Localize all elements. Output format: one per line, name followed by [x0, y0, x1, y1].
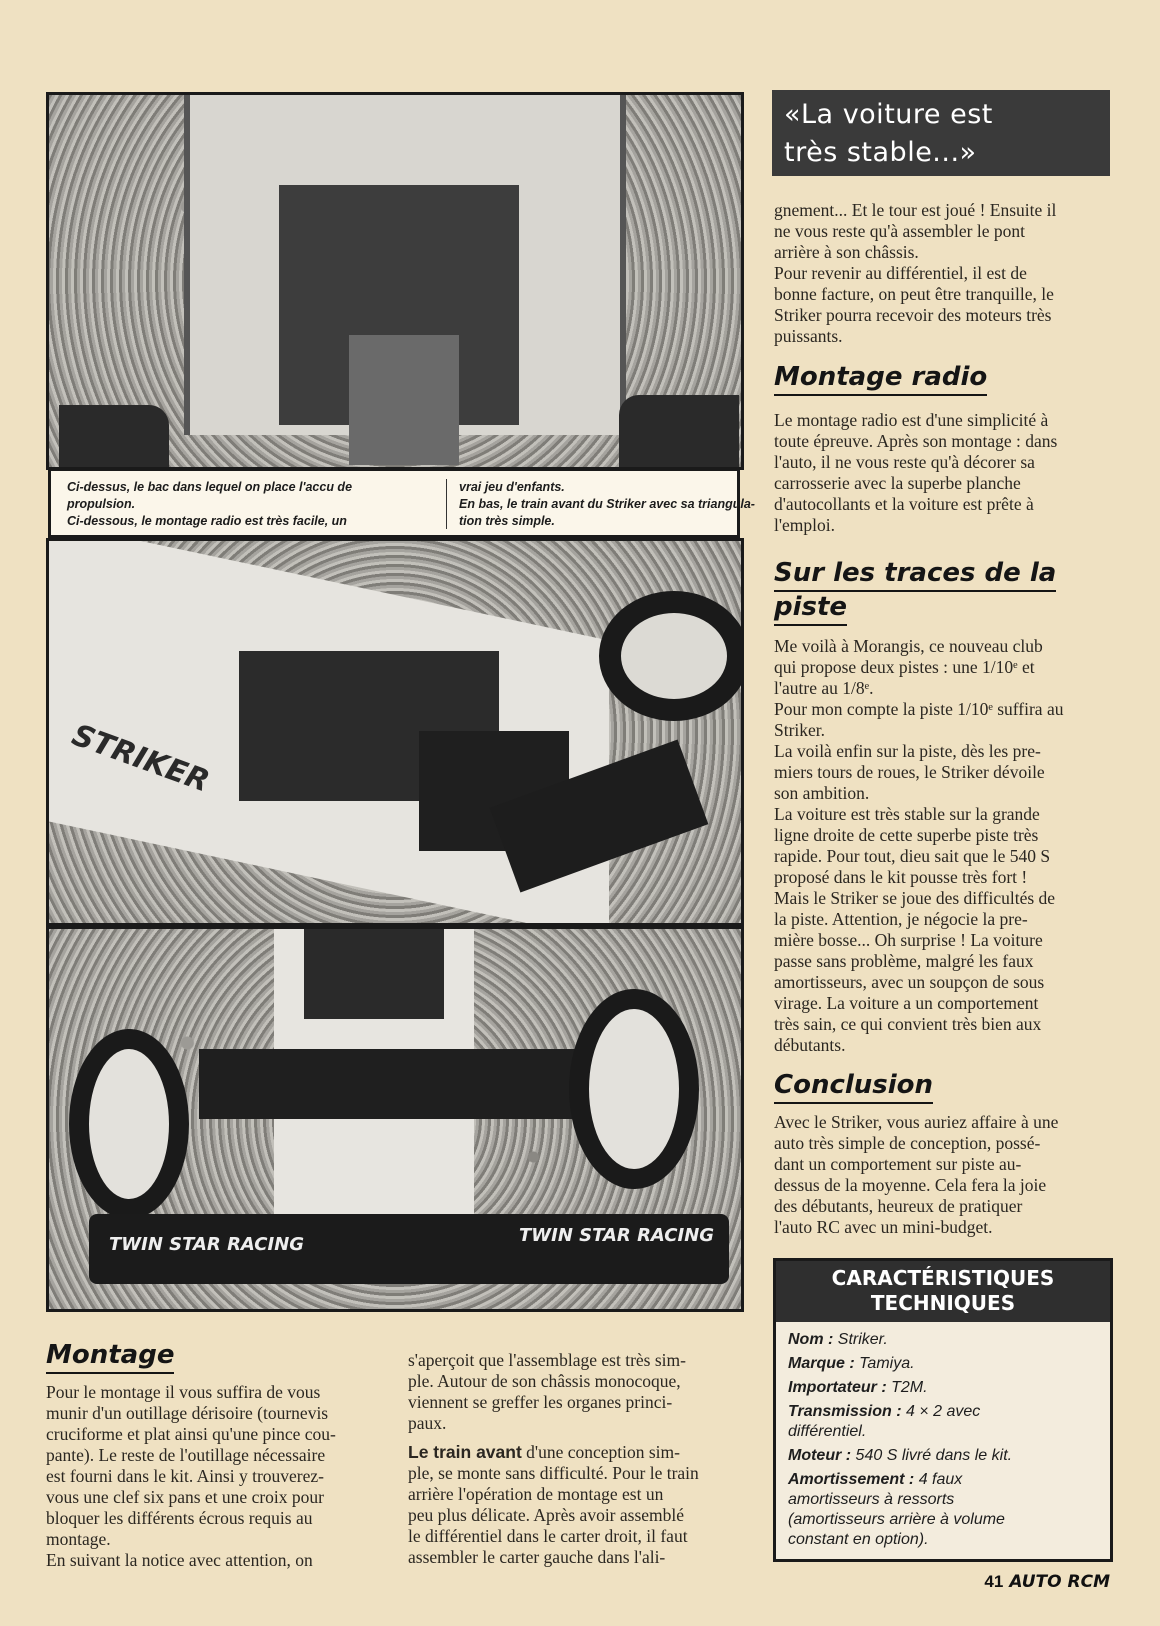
caption-line: tion très simple.	[459, 514, 555, 528]
text-line: d'autocollants et la voiture est prête à	[774, 494, 1034, 514]
text-line: La voiture est très stable sur la grande	[774, 804, 1040, 824]
heading-montage: Montage	[46, 1340, 174, 1374]
text-line: carrosserie avec la superbe planche	[774, 473, 1021, 493]
text-line: l'auto, il ne vous reste qu'à décorer sa	[774, 452, 1035, 472]
heading-montage-radio: Montage radio	[774, 362, 987, 396]
pull-quote-text: «La voiture est très stable...»	[784, 99, 993, 168]
montage-col-2	[408, 1350, 744, 1568]
text-line: ligne droite de cette superbe piste très	[774, 825, 1039, 845]
text-line: viennent se greffer les organes princi-	[408, 1392, 673, 1412]
text-line: très sain, ce qui convient très bien aux	[774, 1014, 1042, 1034]
text-line: toute épreuve. Après son montage : dans	[774, 431, 1058, 451]
text-line: gnement... Et le tour est joué ! Ensuite il	[774, 200, 1057, 220]
text-line: Striker.	[774, 720, 826, 740]
text-line: puissants.	[774, 326, 843, 346]
text-line: des débutants, heureux de pratiquer	[774, 1196, 1023, 1216]
spec-importateur: Importateur : T2M.	[788, 1379, 928, 1396]
text-line: Mais le Striker se joue des difficultés de	[774, 888, 1056, 908]
text-line: dant un comportement sur piste au-	[774, 1154, 1022, 1174]
photo-caption	[48, 468, 755, 538]
caption-line: Ci-dessous, le montage radio est très facile, un	[67, 514, 347, 528]
text-line: miers tours de roues, le Striker dévoile	[774, 762, 1045, 782]
text-line: le différentiel dans le carter droit, il faut	[408, 1526, 688, 1546]
text-line: dessus de la moyenne. Cela fera la joie	[774, 1175, 1047, 1195]
text-line: assembler le carter gauche dans l'ali-	[408, 1547, 666, 1567]
specs-box	[773, 1258, 1113, 1562]
text-line: Le train avant d'une conception sim-	[408, 1442, 680, 1462]
text-line: est fourni dans le kit. Ainsi y trouverez-	[46, 1466, 324, 1486]
text-line: Pour le montage il vous suffira de vous	[46, 1382, 321, 1402]
text-line: arrière à son châssis.	[774, 242, 919, 262]
text-line: La voilà enfin sur la piste, dès les pre-	[774, 741, 1041, 761]
text-line: Le montage radio est d'une simplicité à	[774, 410, 1049, 430]
text-line: auto très simple de conception, possé-	[774, 1133, 1041, 1153]
text-line: peu plus délicate. Après avoir assemblé	[408, 1505, 685, 1525]
text-line: l'auto RC avec un mini-budget.	[774, 1217, 993, 1237]
text-line: montage.	[46, 1529, 111, 1549]
text-line: la piste. Attention, je négocie la pre-	[774, 909, 1028, 929]
caption-line: En bas, le train avant du Striker avec sa triangula-	[459, 497, 755, 511]
text-line: bonne facture, on peut être tranquille, le	[774, 284, 1054, 304]
specs-title: TECHNIQUES	[870, 1291, 1016, 1315]
text-line: ne vous reste qu'à assembler le pont	[774, 221, 1025, 241]
text-line: cruciforme et plat ainsi qu'une pince cou-	[46, 1424, 336, 1444]
text-line: proposé dans le kit pousse très fort !	[774, 867, 1028, 887]
text-line: Avec le Striker, vous auriez affaire à une	[774, 1112, 1059, 1132]
text-line: l'autre au 1/8ᵉ.	[774, 678, 874, 698]
caption-line: propulsion.	[67, 497, 136, 511]
text-line: En suivant la notice avec attention, on	[46, 1550, 313, 1570]
text-line: son ambition.	[774, 783, 870, 803]
text-line: virage. La voiture a un comportement	[774, 993, 1039, 1013]
text-line: vous une clef six pans et une croix pour	[46, 1487, 324, 1507]
text-line: bloquer les différents écrous requis au	[46, 1508, 313, 1528]
train-avant-bold: Le train avant	[408, 1442, 522, 1462]
heading-conclusion: Conclusion	[774, 1070, 933, 1104]
piste-paragraph	[774, 636, 1110, 1056]
specs-title: CARACTÉRISTIQUES	[831, 1266, 1055, 1290]
spec-marque: Marque : Tamiya.	[788, 1355, 915, 1372]
text-line: passe sans problème, malgré les faux	[774, 951, 1034, 971]
decal-twin-star-left: TWIN STAR RACING	[109, 1234, 305, 1255]
text-line: Striker pourra recevoir des moteurs très	[774, 305, 1052, 325]
page-footer	[984, 1572, 1110, 1592]
caption-line: Ci-dessus, le bac dans lequel on place l'accu de	[67, 480, 353, 494]
text-line: paux.	[408, 1413, 447, 1433]
specs-header	[776, 1261, 1110, 1322]
heading-piste-1: Sur les traces de la	[774, 558, 1056, 592]
radio-paragraph	[774, 410, 1110, 536]
text-line: pante). Le reste de l'outillage nécessaire	[46, 1445, 326, 1465]
pull-quote	[772, 90, 1110, 176]
text-line: arrière l'opération de montage est un	[408, 1484, 664, 1504]
heading-piste-2: piste	[774, 592, 847, 626]
caption-divider	[446, 479, 447, 529]
photo-battery-tray	[46, 92, 744, 470]
text-line: Pour revenir au différentiel, il est de	[774, 263, 1027, 283]
caption-line: vrai jeu d'enfants.	[459, 480, 565, 494]
photo-radio-mount	[46, 538, 744, 926]
text-line: Pour mon compte la piste 1/10ᵉ suffira au	[774, 699, 1064, 719]
decal-striker: STRIKER	[67, 717, 214, 800]
text-line: débutants.	[774, 1035, 846, 1055]
montage-col-1	[46, 1382, 382, 1571]
spec-nom: Nom : Striker.	[788, 1331, 888, 1348]
spec-amortissement: Amortissement : 4 faux amortisseurs à ressorts (amortisseurs arrière à volume constant en option).	[788, 1471, 1005, 1548]
right-intro	[774, 200, 1110, 347]
decal-twin-star-right: TWIN STAR RACING	[519, 1225, 715, 1246]
magazine-brand: AUTO RCM	[1009, 1572, 1110, 1592]
text-line: Me voilà à Morangis, ce nouveau club	[774, 636, 1043, 656]
text-line: ple. Autour de son châssis monocoque,	[408, 1371, 681, 1391]
page-number: 41	[984, 1572, 1004, 1591]
text-line: munir d'un outillage dérisoire (tournevis	[46, 1403, 329, 1423]
text-line: s'aperçoit que l'assemblage est très sim-	[408, 1350, 686, 1370]
text-line: amortisseurs, avec un soupçon de sous	[774, 972, 1045, 992]
text-line: ple, se monte sans difficulté. Pour le train	[408, 1463, 699, 1483]
conclusion-paragraph	[774, 1112, 1110, 1238]
photo-front-axle	[46, 926, 744, 1312]
text-line: qui propose deux pistes : une 1/10ᵉ et	[774, 657, 1035, 677]
text-line: mière bosse... Oh surprise ! La voiture	[774, 930, 1043, 950]
spec-moteur: Moteur : 540 S livré dans le kit.	[788, 1447, 1013, 1464]
text-line: rapide. Pour tout, dieu sait que le 540 S	[774, 846, 1051, 866]
text-line: l'emploi.	[774, 515, 835, 535]
spec-transmission: Transmission : 4 × 2 avec différentiel.	[788, 1403, 981, 1440]
